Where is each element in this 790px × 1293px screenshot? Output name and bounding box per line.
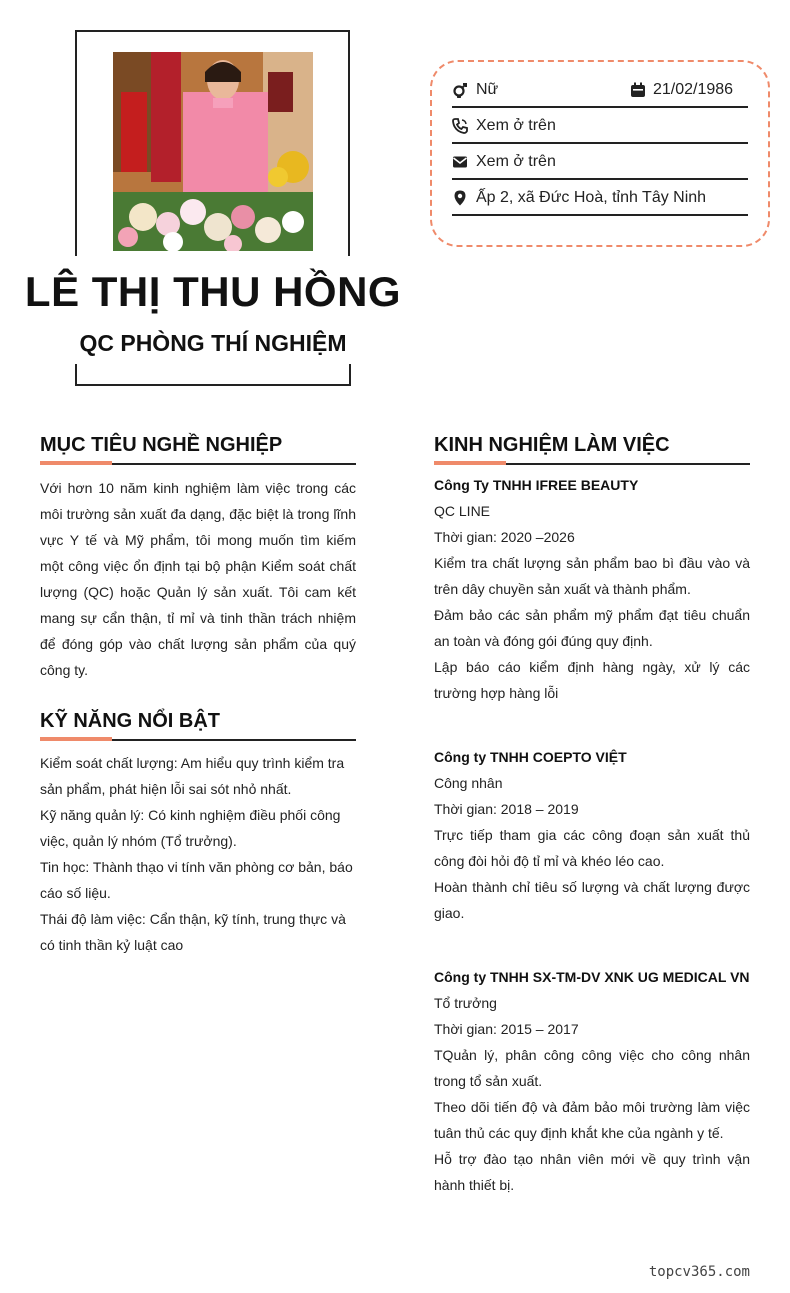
contact-row-phone [452, 110, 748, 144]
job-company: Công Ty TNHH IFREE BEAUTY [434, 477, 639, 493]
job-time: Thời gian: 2020 –2026 [434, 529, 575, 545]
skills-accent [40, 737, 112, 741]
skills-list [40, 750, 356, 958]
job-detail: TQuản lý, phân công công việc cho công nhân trong tổ sản xuất. [434, 1047, 750, 1089]
objective-accent [40, 461, 112, 465]
contact-address: Ấp 2, xã Đức Hoà, tỉnh Tây Ninh [476, 189, 707, 206]
job-entry-2 [434, 744, 750, 926]
job-time: Thời gian: 2018 – 2019 [434, 801, 579, 817]
job-position: QC LINE [434, 503, 491, 519]
contact-email: Xem ở trên [476, 153, 556, 170]
gender-icon [452, 82, 468, 98]
skill-item: Kiểm soát chất lượng: Am hiểu quy trình kiểm tra sản phẩm, phát hiện lỗi sai sót nhỏ nhất. [40, 755, 345, 797]
contact-gender: Nữ [476, 81, 499, 98]
job-detail: Đảm bảo các sản phẩm mỹ phẩm đạt tiêu chuẩn an toàn và đóng gói đúng quy định. [434, 607, 750, 649]
job-time: Thời gian: 2015 – 2017 [434, 1021, 579, 1037]
contact-row-email [452, 146, 748, 180]
job-detail: Theo dõi tiến độ và đảm bảo môi trường làm việc tuân thủ các quy định khắt khe của ngành y tế. [434, 1099, 750, 1141]
header-frame-bottom [75, 364, 351, 386]
profile-photo [113, 52, 313, 251]
job-entry-1 [434, 472, 750, 706]
experience-title: KINH NGHIỆM LÀM VIỆC [434, 434, 670, 456]
contact-row-address [452, 182, 748, 216]
calendar-icon [630, 82, 646, 98]
job-entry-3 [434, 964, 750, 1198]
profile-photo-image [113, 52, 313, 251]
skill-item: Tin học: Thành thạo vi tính văn phòng cơ bản, báo cáo số liệu. [40, 859, 353, 901]
candidate-name: LÊ THỊ THU HỒNG [24, 268, 402, 315]
phone-icon [452, 118, 468, 134]
contact-phone: Xem ở trên [476, 117, 556, 134]
job-company: Công ty TNHH SX-TM-DV XNK UG MEDICAL VN [434, 969, 750, 985]
candidate-job-title: QC PHÒNG THÍ NGHIỆM [79, 330, 347, 356]
job-company: Công ty TNHH COEPTO VIỆT [434, 749, 627, 765]
experience-accent [434, 461, 506, 465]
contact-birthday: 21/02/1986 [653, 81, 734, 98]
skills-title: KỸ NĂNG NỔI BẬT [40, 710, 220, 732]
job-detail: Hoàn thành chỉ tiêu số lượng và chất lượng được giao. [434, 879, 750, 921]
job-position: Công nhân [434, 775, 503, 791]
objective-title: MỤC TIÊU NGHỀ NGHIỆP [40, 434, 283, 456]
job-detail: Hỗ trợ đào tạo nhân viên mới về quy trình vận hành thiết bị. [434, 1151, 750, 1193]
objective-paragraph: Với hơn 10 năm kinh nghiệm làm việc trong các môi trường sản xuất đa dạng, đặc biệt là trong lĩnh vực Y tế và Mỹ phẩm, tôi mong muốn tìm kiếm một công việc ổn định tại bộ phận Kiểm soát chất lượng (QC) hoặc Quản lý sản xuất. Tôi cam kết mang sự cẩn thận, tỉ mỉ và tinh thần trách nhiệm để đóng góp vào chất lượng sản phẩm của quý công ty. [40, 480, 356, 678]
footer-site: topcv365.com [648, 1264, 750, 1280]
email-icon [452, 154, 468, 170]
job-detail: Kiểm tra chất lượng sản phẩm bao bì đầu vào và trên dây chuyền sản xuất và thành phẩm. [434, 555, 750, 597]
job-position: Tổ trưởng [434, 995, 497, 1011]
contact-row-gender-birthday [452, 74, 748, 108]
objective-text [40, 475, 356, 683]
skill-item: Thái độ làm việc: Cẩn thận, kỹ tính, trung thực và có tinh thần kỷ luật cao [40, 911, 346, 953]
skill-item: Kỹ năng quản lý: Có kinh nghiệm điều phối công việc, quản lý nhóm (Tổ trưởng). [40, 807, 341, 849]
location-icon [452, 190, 468, 206]
job-detail: Lập báo cáo kiểm định hàng ngày, xử lý các trường hợp hàng lỗi [434, 659, 750, 701]
job-detail: Trực tiếp tham gia các công đoạn sản xuất thủ công đòi hỏi độ tỉ mỉ và khéo léo cao. [434, 827, 750, 869]
